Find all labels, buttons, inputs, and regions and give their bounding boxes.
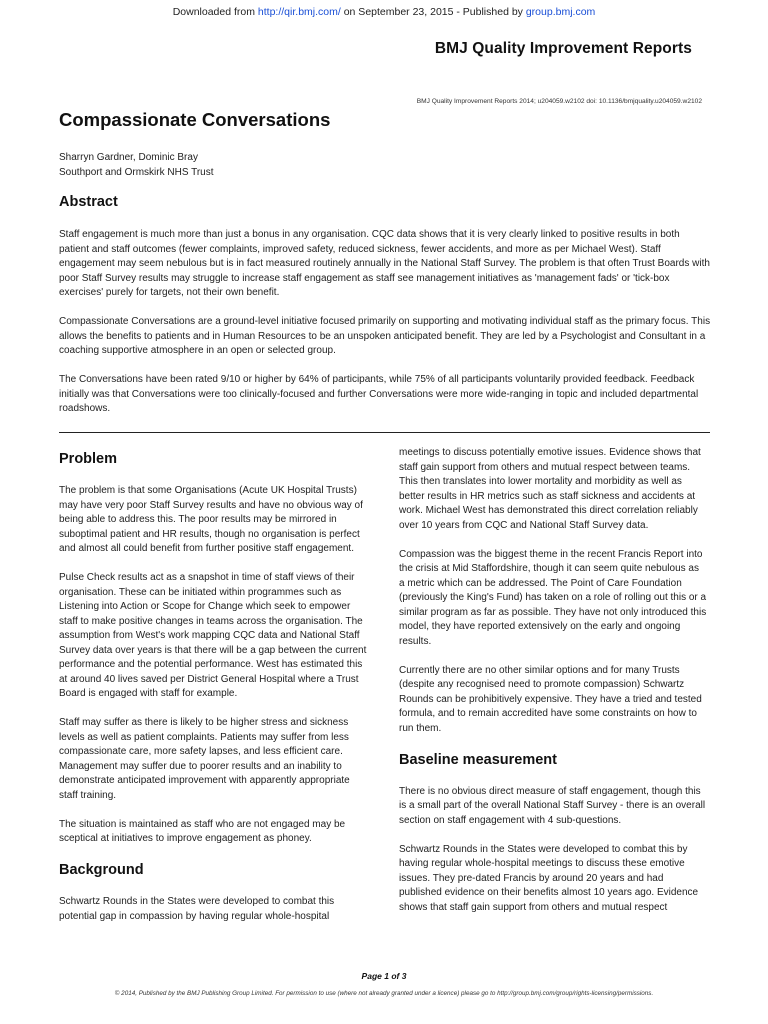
baseline-paragraph: There is no obvious direct measure of staff engagement, though this is a small part of the overall National Staff Survey - there is an overall section on staff engagement with 4 sub-questions.: [399, 785, 706, 826]
abstract-paragraph: Staff engagement is much more than just a bonus in any organisation. CQC data shows that it is very clearly linked to positive results in both patient and staff outcomes (fewer complaints, improved safety, reduced sickness, fewer accidents, and more as per Michael West). Staff engagement may seem nebulous but is in fact measured routinely annually in the National Staff Survey. The problem is that often Trust Boards with poor Staff Survey results may struggle to increase staff engagement as staff see management initiatives as 'management fads' or 'tick-box exercises' purely for targets, not their own benefit.: [59, 229, 710, 298]
continued-paragraph: Currently there are no other similar options and for many Trusts (despite any recognised need to promote compassion) Schwartz Rounds can be prohibitively expensive. They have a tried and tested formula, and to remain accredited have some constraints on how to run them.: [399, 664, 702, 734]
author-affiliation: Southport and Ormskirk NHS Trust: [59, 167, 214, 178]
journal-brand: BMJ Quality Improvement Reports: [434, 40, 692, 57]
abstract-body: [59, 228, 711, 431]
abstract-paragraph: The Conversations have been rated 9/10 or higher by 64% of participants, while 75% of all participants voluntarily provided feedback. Feedback initially was that Conversations were too clinically-focused and further Conversations were more wide-ranging in topic and included departmental roadshows.: [59, 374, 699, 414]
problem-paragraph: Staff may suffer as there is likely to be higher stress and sickness levels as well as patient complaints. Patients may suffer from less compassionate care, more safety lapses, and less efficient care. Management may suffer due to poorer results and an inability to demonstrate anticipated improvement with apparently appropriate staff training.: [59, 717, 350, 801]
abstract-heading: Abstract: [59, 194, 118, 210]
problem-paragraph: The problem is that some Organisations (Acute UK Hospital Trusts) may have very poor Staff Survey results and have no obvious way of being able to address this. The poor results may be mirrored in suboptimal patient and HR results, though no organisation is perfect and almost all could benefit from further positive staff engagement.: [59, 485, 363, 554]
publisher-link[interactable]: group.bmj.com: [525, 6, 596, 18]
download-banner: [0, 6, 768, 18]
author-names: Sharryn Gardner, Dominic Bray: [59, 152, 198, 163]
baseline-heading: Baseline measurement: [399, 751, 557, 768]
continued-paragraph: meetings to discuss potentially emotive issues. Evidence shows that staff gain support from others and mutual respect between teams. This then translates into lower mortality and morbidity as well as better results in HR metrics such as staff sickness and accidents at work. Michael West has demonstrated this direct correlation reliably over 10 years from CQC and National Staff Survey data.: [399, 447, 701, 531]
qir-site-link[interactable]: http://qir.bmj.com/: [257, 6, 341, 18]
continued-paragraph: Compassion was the biggest theme in the recent Francis Report into the crisis at Mid Staffordshire, though it can seem quite nebulous as a metric which can be addressed. The Point of Care Foundation (previously the King's Fund) has taken on a role of rolling out this or a similar program as far as possible. They have not only introduced this model, they have reported extensively on the early and ongoing results.: [399, 548, 707, 647]
background-paragraph: Schwartz Rounds in the States were developed to combat this potential gap in compassion by having regular whole-hospital: [59, 896, 335, 922]
page-number: Page 1 of 3: [361, 971, 407, 981]
copyright-notice: © 2014, Published by the BMJ Publishing Group Limited. For permission to use (where not already granted under a licence) please go to http://group.bmj.com/group/rights-licensing/permissions.: [114, 990, 654, 997]
section-divider: [59, 432, 710, 433]
problem-heading: Problem: [59, 451, 118, 467]
left-column: [59, 446, 367, 939]
problem-paragraph: The situation is maintained as staff who are not engaged may be sceptical at initiatives to improve engagement as phoney.: [59, 818, 346, 844]
baseline-paragraph: Schwartz Rounds in the States were developed to combat this by having regular whole-hospital meetings to discuss these emotive issues. They pre-dated Francis by around 20 years and had published evidence on their benefits almost 10 years ago. Evidence shows that staff gain support from others and mutual respect: [399, 843, 699, 913]
abstract-paragraph: Compassionate Conversations are a ground-level initiative focused primarily on supporting and motivating individual staff as the primary focus. This allows the benefits to patients and in Human Resources to be an unspoken anticipated benefit. They are led by a Psychologist and Consultant in a coaching supportive atmosphere in an open or selected group.: [59, 316, 711, 356]
background-heading: Background: [59, 862, 144, 878]
download-prefix: Downloaded from: [172, 6, 258, 18]
article-title: Compassionate Conversations: [59, 109, 331, 130]
author-block: [59, 150, 214, 180]
problem-paragraph: Pulse Check results act as a snapshot in time of staff views of their organisation. These can be initiated within programmes such as Listening into Action or Scope for Change which seek to empower staff to make positive changes in teams across the organisation. The assumption from West's work mapping CQC data and National Staff Survey data over years is that there will be a gap between the current performance and the potential performance. West has estimated this at around 40 lives saved per District General Hospital where a Trust Board is engaged with staff for example.: [59, 572, 367, 699]
citation-line: BMJ Quality Improvement Reports 2014; u204059.w2102 doi: 10.1136/bmjquality.u204059.w2102: [416, 98, 702, 105]
right-column: [399, 446, 707, 930]
download-middle: on September 23, 2015 - Published by: [340, 6, 526, 18]
